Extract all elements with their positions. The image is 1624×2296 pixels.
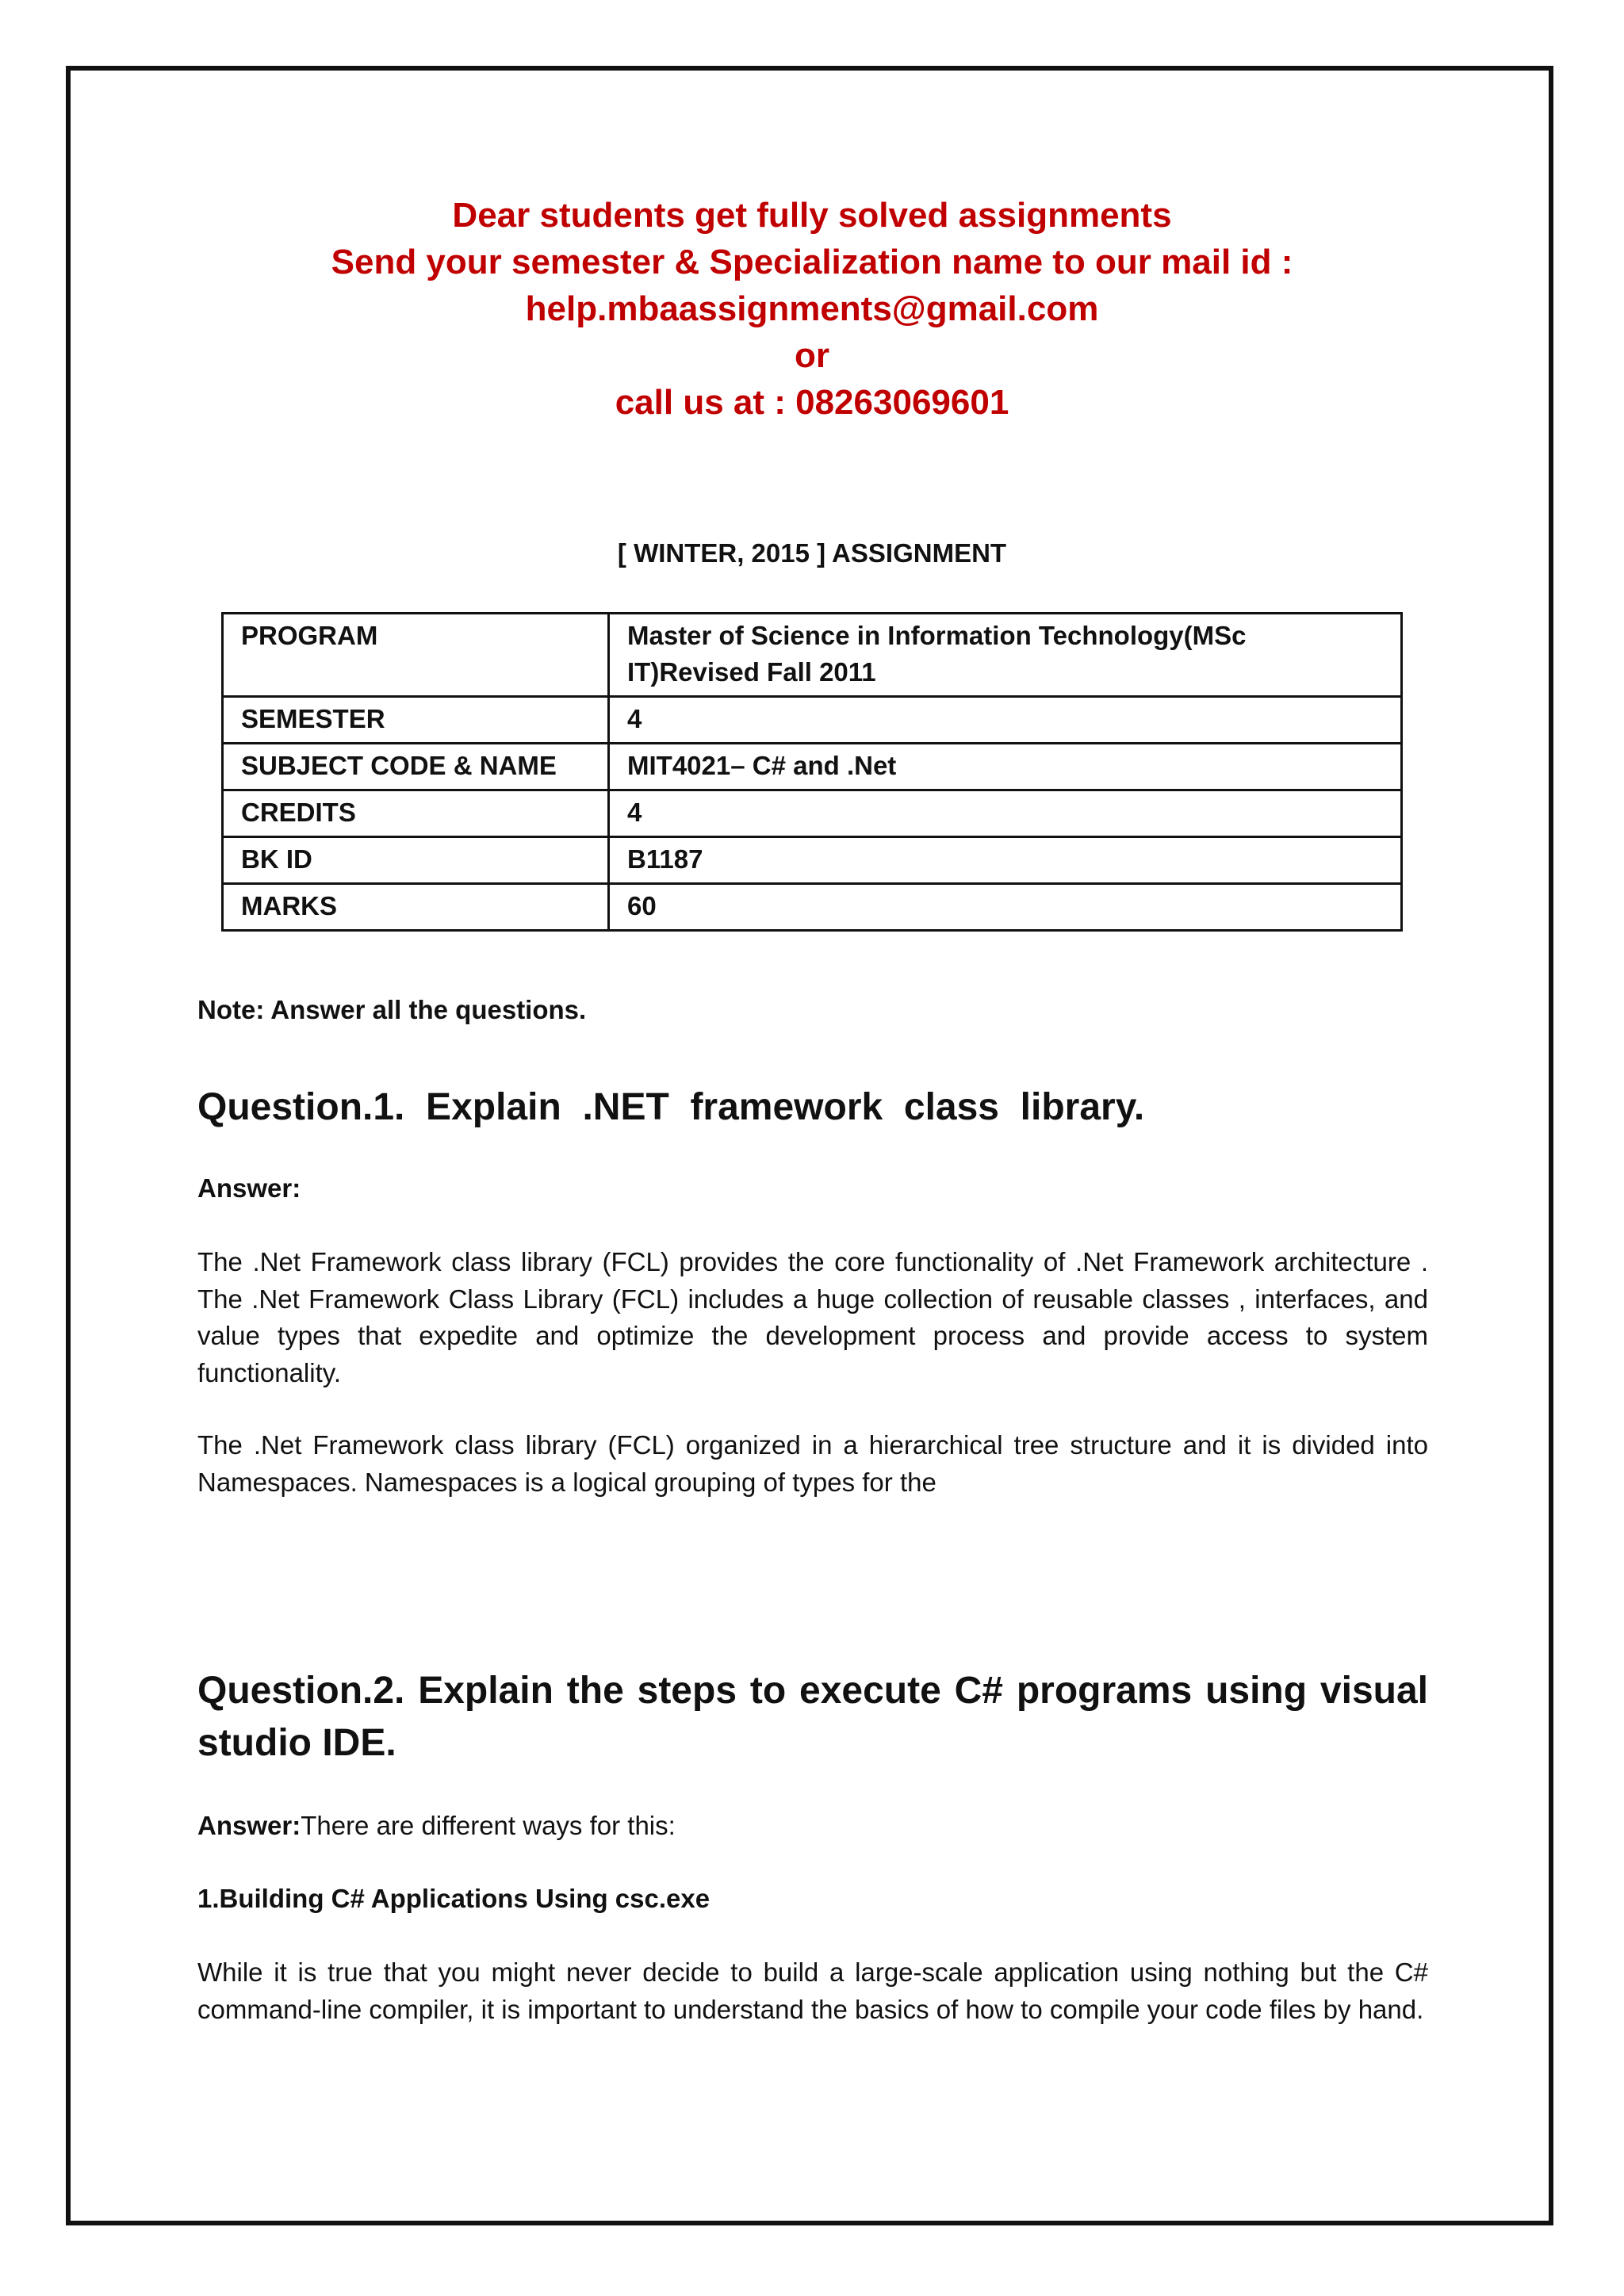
table-label: SEMESTER bbox=[223, 697, 609, 744]
promo-line-1: Dear students get fully solved assignments bbox=[452, 196, 1172, 235]
question-1-heading: Question.1. Explain .NET framework class library. bbox=[197, 1086, 1145, 1128]
table-label: MARKS bbox=[223, 884, 609, 931]
question-2-paragraph-1: While it is true that you might never decide to build a large-scale application using nothing but the C# command-line compiler, it is important to understand the basics of how to compile your code files by hand. bbox=[197, 1957, 1428, 2024]
table-row bbox=[223, 884, 1402, 931]
table-value: Master of Science in Information Technology(MSc IT)Revised Fall 2011 bbox=[609, 614, 1402, 697]
table-value: 60 bbox=[609, 884, 1402, 931]
table-row bbox=[223, 744, 1402, 790]
table-label: PROGRAM bbox=[223, 614, 609, 697]
note: Note: Answer all the questions. bbox=[197, 995, 587, 1024]
question-2-answer-text: There are different ways for this: bbox=[301, 1811, 676, 1840]
question-1-paragraph-2: The .Net Framework class library (FCL) organized in a hierarchical tree structure and it is divided into Namespaces. Namespaces is a logical grouping of types for the bbox=[197, 1430, 1428, 1497]
question-2-subheading: 1.Building C# Applications Using csc.exe bbox=[197, 1884, 710, 1913]
promo-or: or bbox=[795, 336, 829, 375]
table-value: 4 bbox=[609, 697, 1402, 744]
question-1-answer-label: Answer: bbox=[197, 1173, 301, 1203]
table-row bbox=[223, 790, 1402, 837]
table-row bbox=[223, 837, 1402, 884]
question-2-heading: Question.2. Explain the steps to execute C# programs using visual studio IDE. bbox=[197, 1670, 1428, 1764]
question-1-paragraph-1: The .Net Framework class library (FCL) provides the core functionality of .Net Framework architecture . The .Net Framework Class Library (FCL) includes a huge collection of reusable classes , interfaces, and value types that expedite and optimize the development process and provide access to system functionality. bbox=[197, 1247, 1428, 1387]
promo-email: help.mbaassignments@gmail.com bbox=[525, 289, 1099, 328]
table-row bbox=[223, 614, 1402, 697]
question-2-answer bbox=[197, 1808, 676, 1844]
table-label: SUBJECT CODE & NAME bbox=[223, 744, 609, 790]
promo-banner bbox=[0, 192, 1624, 426]
table-value: 4 bbox=[609, 790, 1402, 837]
table-row bbox=[223, 697, 1402, 744]
assignment-title: [ WINTER, 2015 ] ASSIGNMENT bbox=[617, 538, 1007, 568]
question-2-answer-label: Answer: bbox=[197, 1811, 301, 1840]
table-value: MIT4021– C# and .Net bbox=[609, 744, 1402, 790]
table-label: BK ID bbox=[223, 837, 609, 884]
table-value: B1187 bbox=[609, 837, 1402, 884]
promo-line-2: Send your semester & Specialization name to our mail id : bbox=[331, 243, 1293, 281]
promo-phone: call us at : 08263069601 bbox=[615, 383, 1009, 422]
assignment-info-table bbox=[221, 612, 1403, 932]
table-label: CREDITS bbox=[223, 790, 609, 837]
